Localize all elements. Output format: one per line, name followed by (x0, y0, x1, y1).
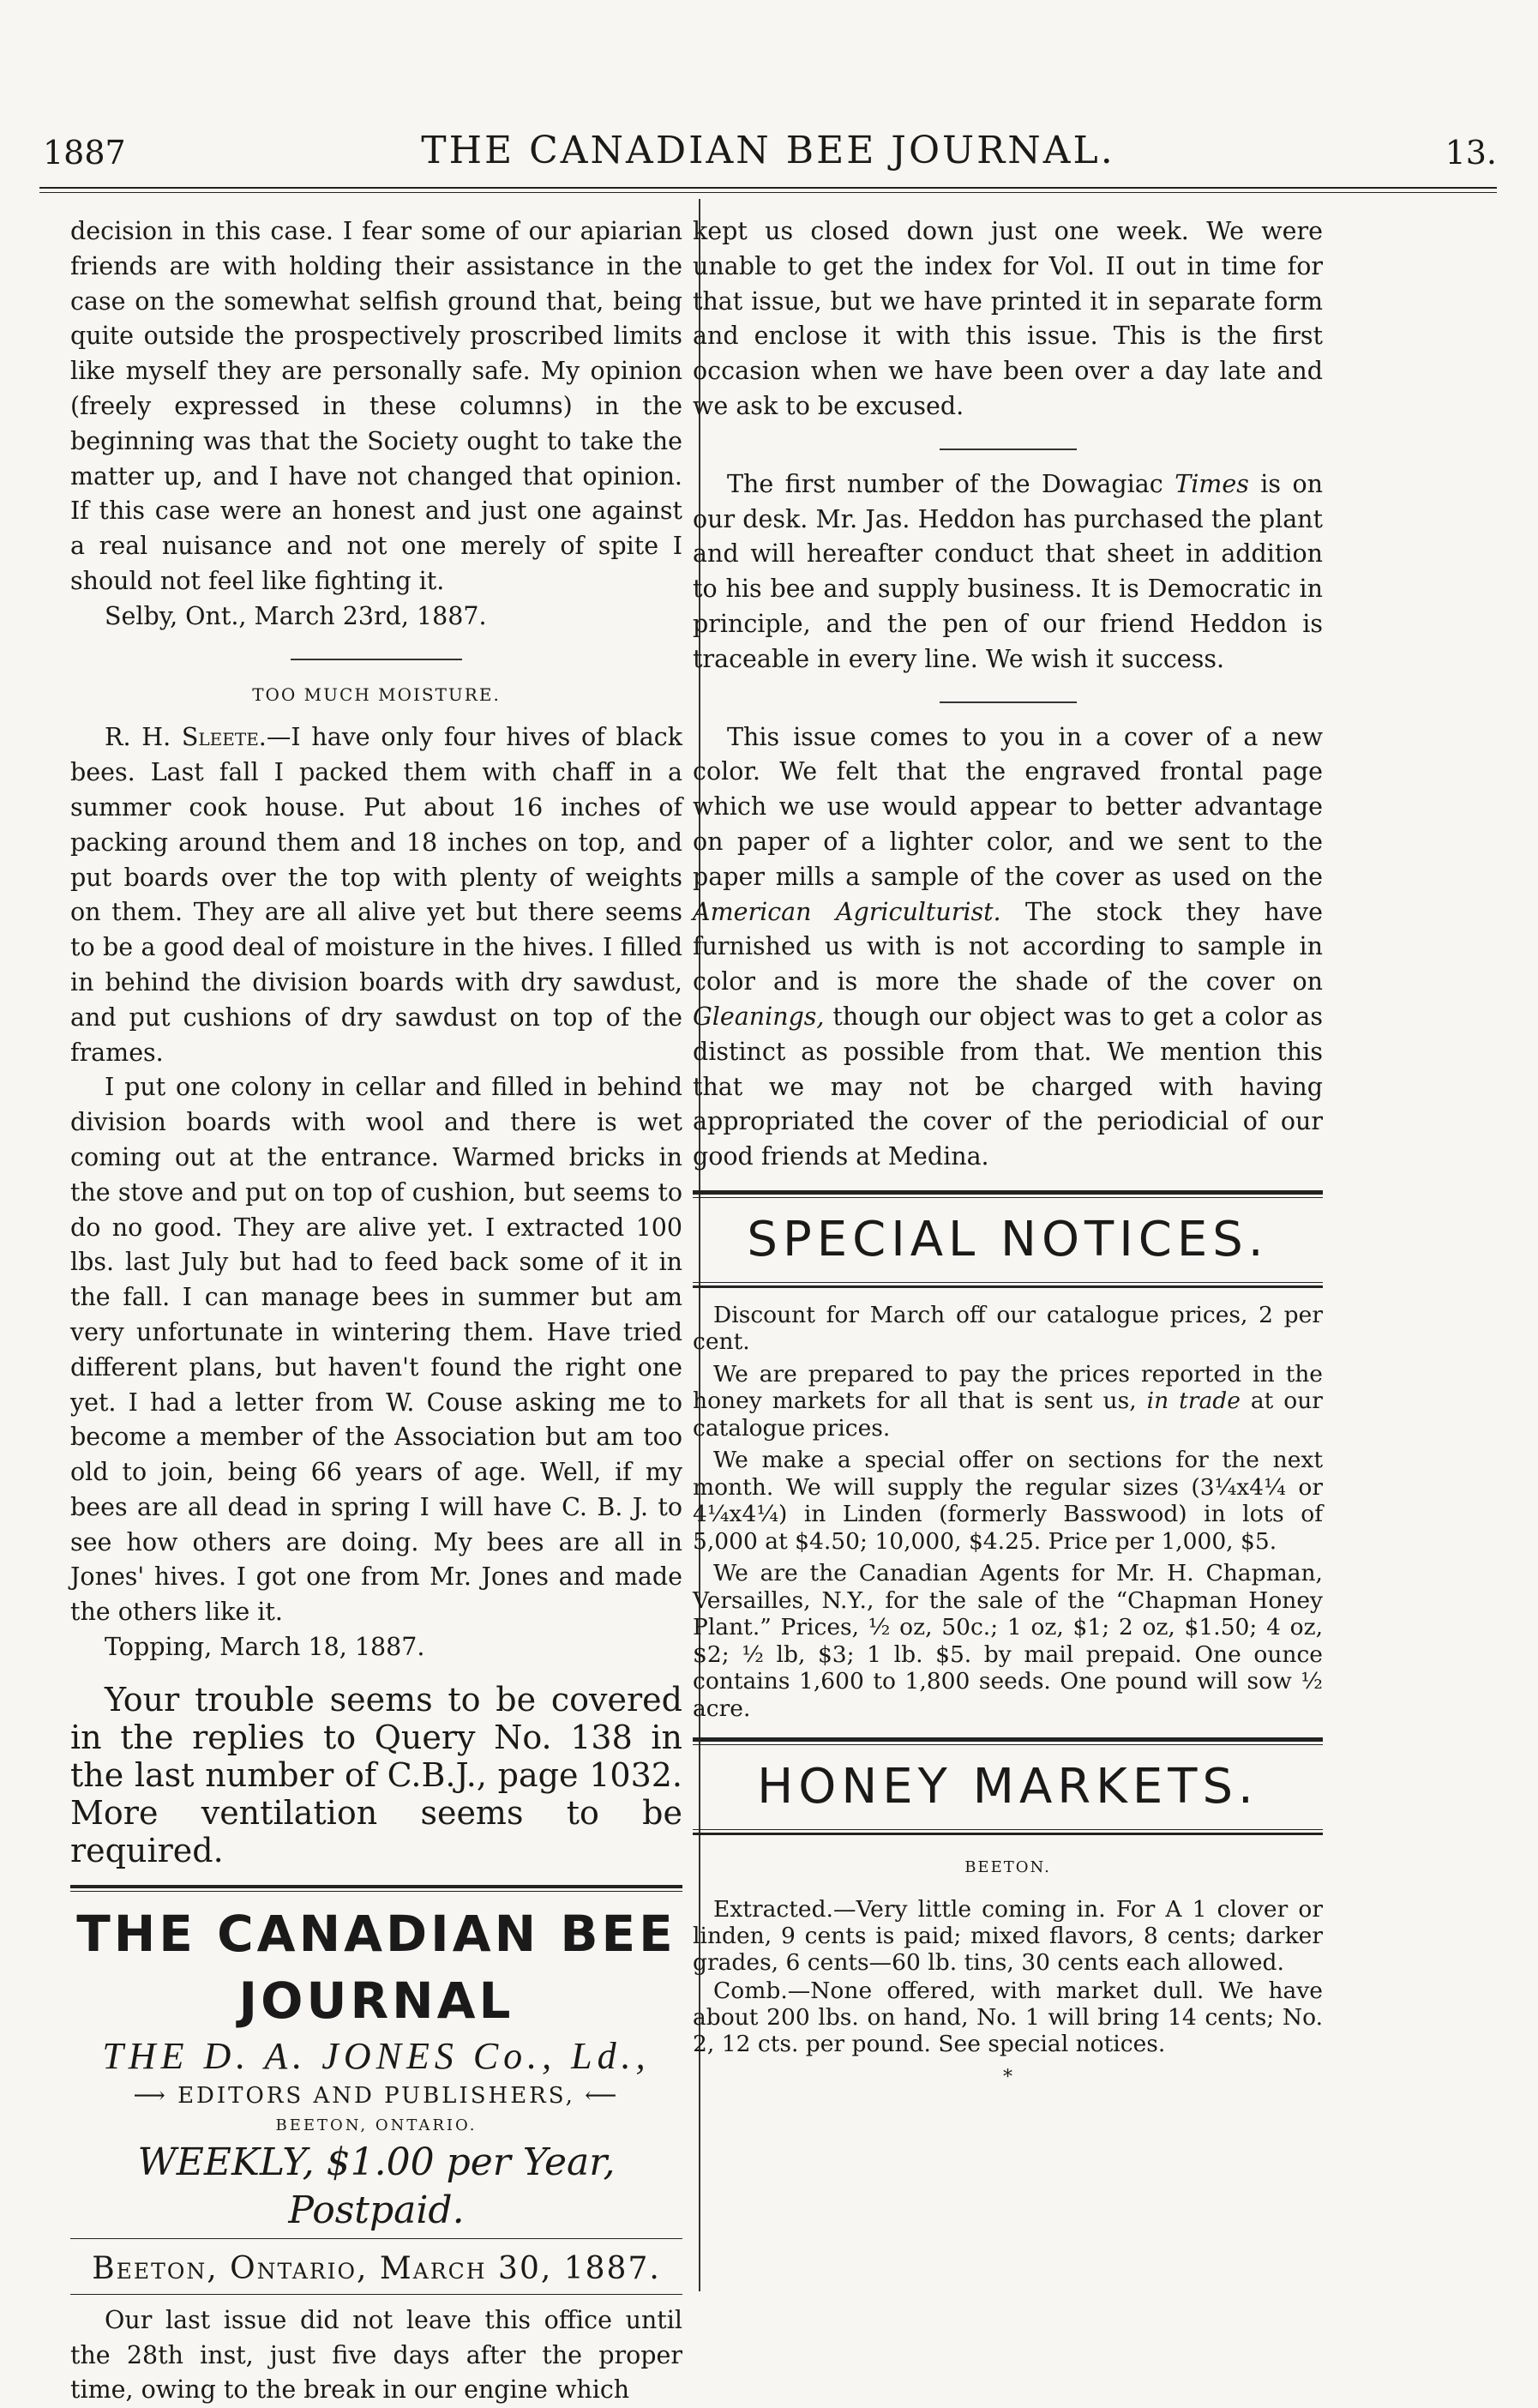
article-signature: Topping, March 18, 1887. (105, 1633, 425, 1662)
market-comb: Comb.—None offered, with market dull. We have about 200 lbs. on hand, No. 1 will bring 14 cents; No. 2, 12 cts. per pound. See special notices. (693, 1978, 1323, 2058)
article-paragraph: I put one colony in cellar and filled in behind division boards with wool and there is wet coming out at the entrance. Warmed bricks in the stove and put on top of cushion, but seems to do no good. They are alive yet. I extracted 100 lbs. last July but had to feed back some of it in the fall. I can manage bees in summer but am very unfortunate in wintering them. Have tried different plans, but haven't found the right one yet. I had a letter from W. Couse asking me to become a member of the Association but am too old to join, being 66 years of age. Well, if my bees are all dead in spring I will have C. B. J. to see how others are doing. My bees are all in Jones' hives. I got one from Mr. Jones and made the others like it. (70, 1073, 682, 1627)
editors-label: EDITORS AND PUBLISHERS, (177, 2082, 575, 2109)
masthead-rule-thin (70, 2238, 682, 2239)
periodical-name: American Agriculturist. (693, 897, 1001, 926)
item-divider (940, 701, 1077, 703)
section-rule-thin (693, 1829, 1323, 1830)
masthead-rule (70, 1885, 682, 1888)
ornament-star: * (1003, 2067, 1012, 2089)
section-rule (693, 1737, 1323, 1742)
item-divider (940, 448, 1077, 450)
honey-markets-title: HONEY MARKETS. (757, 1759, 1259, 1815)
subscription-terms: per Year, Postpaid. (288, 2140, 616, 2232)
page-header (39, 129, 1497, 180)
periodical-name: Gleanings, (693, 1002, 825, 1031)
article-author: R. H. Sleete. (105, 723, 267, 752)
section-rule (693, 1285, 1323, 1288)
market-extracted: Extracted.—Very little coming in. For A 1 clover or linden, 9 cents is paid; mixed flavors, 8 cents; darker grades, 6 cents—60 lb. tins, 30 cents each allowed. (693, 1896, 1323, 1977)
article-text: —I have only four hives of black bees. Last fall I packed them with chaff in a summer cook house. Put about 16 inches of packing around them and 18 inches on top, and put boards over the top with plenty of weights on them. They are all alive yet but there seems to be a good deal of moisture in the hives. I filled in behind the division boards with dry sawdust, and put cushions of dry sawdust on top of the frames. (70, 723, 682, 1067)
market-location: BEETON. (964, 1858, 1051, 1877)
header-page-number: 13. (1445, 134, 1497, 172)
left-column (70, 214, 682, 2408)
editorial-paragraph: This issue comes to you in a cover of a new color. We felt that the engraved frontal page which we use would appear to better advantage on paper of a lighter color, and we sent to the paper mills a sample of the cover as used on the American Agriculturist. The stock they have furnished us with is not according to sample in color and is more the shade of the cover on Gleanings, though our object was to get a color as distinct as possible from that. We mention this that we may not be charged with having appropriated the cover of the periodicial of our good friends at Medina. (693, 722, 1323, 1171)
notice-item: Discount for March off our catalogue prices, 2 per cent. (693, 1301, 1323, 1356)
article-divider (291, 659, 462, 660)
masthead-rule-thin (70, 1891, 682, 1892)
right-column (693, 214, 1323, 2096)
letter-continuation: decision in this case. I fear some of our apiarian friends are with holding their assistance in the case on the somewhat selfish ground that, being quite outside the prospectively proscribed limits like myself they are personally safe. My opinion (freely expressed in these columns) in the beginning was that the Society ought to take the matter up, and I have not changed that opinion. If this case were an honest and just one against a real nuisance and not one merely of spite I should not feel like fighting it. (70, 217, 682, 595)
notice-item: We are the Canadian Agents for Mr. H. Chapman, Versailles, N.Y., for the sale of the “Chapman Honey Plant.” Prices, ½ oz, 50c.; 1 oz, $1; 2 oz, $1.50; 4 oz, $2; ½ lb, $3; 1 lb. $5. by mail prepaid. One ounce contains 1,600 to 1,800 seeds. One pound will sow ½ acre. (693, 1560, 1323, 1722)
editorial-paragraph: The first number of the Dowagiac Times is on our desk. Mr. Jas. Heddon has purchased the plant and will hereafter conduct that sheet in addition to his bee and supply business. It is Democratic in principle, and the pen of our friend Heddon is traceable in every line. We wish it success. (693, 469, 1323, 673)
header-title: THE CANADIAN BEE JOURNAL. (421, 129, 1115, 172)
subscription-price: WEEKLY, $1.00 (137, 2140, 447, 2184)
editorial-continuation: kept us closed down just one week. We were unable to get the index for Vol. II out in time for that issue, but we have printed it in separate form and enclose it with this issue. This is the first occasion when we have been over a day late and we ask to be excused. (693, 217, 1323, 420)
masthead-rule-thin (70, 2294, 682, 2295)
masthead-date: Beeton, Ontario, March 30, 1887. (92, 2250, 661, 2286)
arrow-left-icon: ⟵ (585, 2082, 620, 2109)
masthead-editors (70, 2079, 682, 2113)
honey-market-report (693, 1896, 1323, 2057)
header-rule (39, 187, 1497, 189)
special-notices (693, 1302, 1323, 1723)
section-rule-thin (693, 1197, 1323, 1198)
article-heading: TOO MUCH MOISTURE. (252, 683, 501, 705)
header-rule-thin (39, 192, 1497, 193)
newspaper-name: Times (1175, 469, 1249, 498)
arrow-right-icon: ⟶ (133, 2082, 168, 2109)
masthead-title: THE CANADIAN BEE JOURNAL (76, 1904, 676, 2030)
editor-note: Your trouble seems to be covered in the replies to Query No. 138 in the last number of C.B.J., page 1032. More ventilation seems to be required. (70, 1680, 682, 1869)
masthead-subscription (70, 2139, 682, 2235)
article-paragraph (70, 720, 682, 1070)
notice-item: We make a special offer on sections for the next month. We will supply the regular sizes (3¼x4¼ or 4¼x4¼) in Linden (formerly Basswood) in lots of 5,000 at $4.50; 10,000, $4.25. Price per 1,000, $5. (693, 1447, 1323, 1555)
section-rule (693, 1190, 1323, 1195)
editorial-paragraph: Our last issue did not leave this office until the 28th inst, just five days after the proper time, owing to the break in our engine which (70, 2305, 682, 2405)
section-rule-thin (693, 1744, 1323, 1745)
special-notices-title: SPECIAL NOTICES. (747, 1211, 1269, 1267)
notice-item: We are prepared to pay the prices reported in the honey markets for all that is sent us, in trade at our catalogue prices. (693, 1360, 1323, 1442)
letter-signature: Selby, Ont., March 23rd, 1887. (105, 601, 487, 630)
section-rule-thin (693, 1282, 1323, 1283)
masthead-place: BEETON, ONTARIO. (275, 2116, 478, 2134)
masthead-company: THE D. A. JONES Co., Ld., (102, 2034, 651, 2077)
header-year: 1887 (43, 134, 126, 172)
section-rule (693, 1833, 1323, 1835)
